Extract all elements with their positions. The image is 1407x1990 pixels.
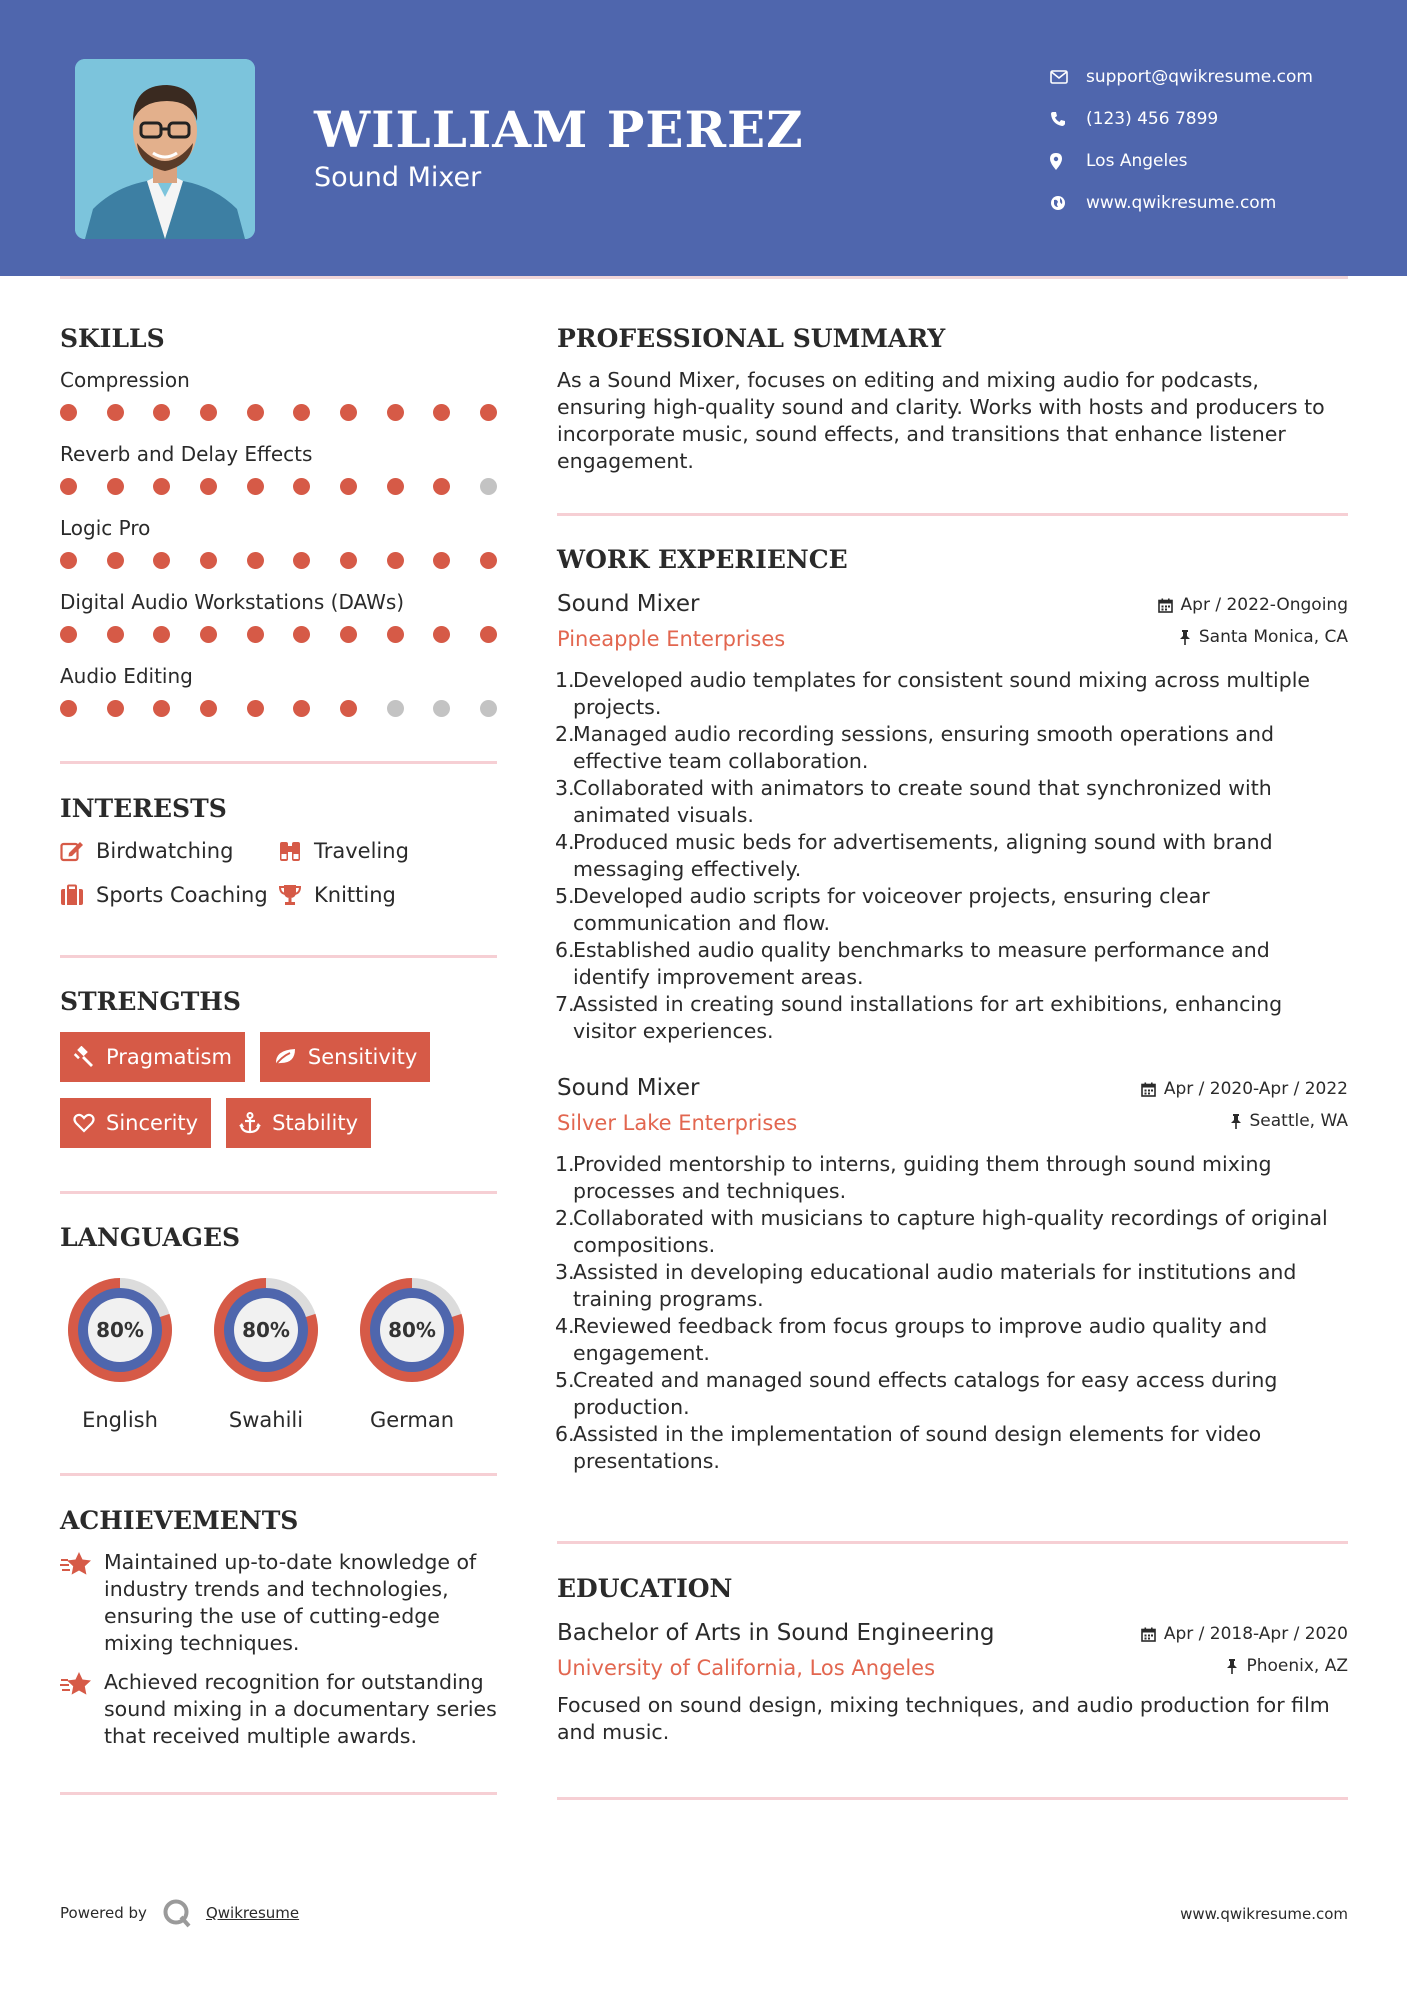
language-name: Swahili	[228, 1408, 304, 1432]
rating-dot-filled	[293, 404, 310, 421]
rating-dot-filled	[387, 552, 404, 569]
rating-dot-filled	[107, 478, 124, 495]
interests-list	[60, 837, 497, 909]
language-item	[206, 1270, 326, 1432]
duty-item	[557, 829, 1348, 883]
language-percent: 80%	[242, 1318, 290, 1342]
rating-dot-filled	[480, 552, 497, 569]
summary-section	[557, 324, 1348, 475]
duty-item	[557, 937, 1348, 991]
achievement-item	[60, 1549, 497, 1657]
binoculars-icon	[278, 840, 302, 862]
duty-number: 6.	[555, 938, 575, 962]
summary-text: As a Sound Mixer, focuses on editing and mixing audio for podcasts, ensuring high-quality sound and clarity. Works with hosts and producers to incorporate music, sound effects, and transitions that enhance listener engagement.	[557, 368, 1325, 473]
duty-item	[557, 667, 1348, 721]
anchor-icon	[239, 1112, 261, 1134]
duty-text: Provided mentorship to interns, guiding them through sound mixing processes and techniques.	[573, 1152, 1272, 1203]
duty-number: 1.	[555, 1152, 575, 1176]
rating-dot-filled	[247, 626, 264, 643]
duty-text: Produced music beds for advertisements, aligning sound with brand messaging effectively.	[573, 830, 1273, 881]
language-name: English	[82, 1408, 158, 1432]
phone-icon	[1050, 111, 1086, 127]
contact-phone[interactable]	[1050, 98, 1313, 140]
rating-dot-filled	[60, 552, 77, 569]
footer-powered-by	[60, 1898, 299, 1928]
skills-section	[60, 324, 497, 735]
candidate-title: Sound Mixer	[314, 162, 482, 193]
rating-dot-filled	[293, 478, 310, 495]
strengths-title: STRENGTHS	[60, 987, 241, 1016]
language-percent: 80%	[96, 1318, 144, 1342]
duty-number: 3.	[555, 1260, 575, 1284]
language-donut	[60, 1270, 180, 1390]
duty-number: 4.	[555, 1314, 575, 1338]
duty-number: 2.	[555, 1206, 575, 1230]
language-donut	[352, 1270, 472, 1390]
job-duties	[557, 667, 1348, 1045]
rating-dot-filled	[200, 552, 217, 569]
rating-dot-filled	[200, 404, 217, 421]
rating-dot-filled	[153, 404, 170, 421]
globe-icon	[1050, 195, 1086, 211]
rating-dot-filled	[293, 626, 310, 643]
rating-dot-empty	[433, 700, 450, 717]
duty-item	[557, 1313, 1348, 1367]
languages-section	[60, 1223, 497, 1432]
degree-title: Bachelor of Arts in Sound Engineering	[557, 1620, 995, 1646]
job-date: Apr / 2020-Apr / 2022	[1141, 1079, 1348, 1099]
rating-dot-filled	[340, 700, 357, 717]
duty-text: Established audio quality benchmarks to measure performance and identify improvement areas.	[573, 938, 1270, 989]
rating-dot-filled	[340, 404, 357, 421]
divider	[60, 761, 497, 764]
rating-dot-filled	[153, 626, 170, 643]
experience-section	[557, 545, 1348, 1475]
duty-item	[557, 991, 1348, 1045]
duty-item	[557, 1205, 1348, 1259]
duty-text: Assisted in the implementation of sound design elements for video presentations.	[573, 1422, 1262, 1473]
skill-rating	[60, 543, 497, 587]
duty-number: 5.	[555, 884, 575, 908]
duty-item	[557, 1151, 1348, 1205]
calendar-icon	[1141, 1082, 1156, 1097]
education-location: Phoenix, AZ	[1226, 1656, 1348, 1676]
skill-name: Audio Editing	[60, 664, 193, 688]
rating-dot-filled	[153, 478, 170, 495]
briefcase-icon	[60, 884, 84, 906]
skill-rating	[60, 691, 497, 735]
interests-section	[60, 794, 497, 909]
resume-header	[0, 0, 1407, 276]
interest-item: Sports Coaching	[60, 881, 278, 909]
interests-title: INTERESTS	[60, 794, 227, 823]
skill-rating	[60, 469, 497, 513]
rating-dot-filled	[153, 552, 170, 569]
rating-dot-filled	[480, 404, 497, 421]
duty-number: 1.	[555, 668, 575, 692]
duty-text: Collaborated with musicians to capture high-quality recordings of original compositions.	[573, 1206, 1328, 1257]
duty-text: Managed audio recording sessions, ensuring smooth operations and effective team collaboration.	[573, 722, 1274, 773]
rating-dot-filled	[60, 700, 77, 717]
contact-website[interactable]	[1050, 182, 1313, 224]
strengths-list	[60, 1032, 497, 1148]
job-company: Silver Lake Enterprises	[557, 1111, 798, 1135]
duty-item	[557, 775, 1348, 829]
qwikresume-link[interactable]: Qwikresume	[205, 1904, 300, 1922]
education-title: EDUCATION	[557, 1574, 733, 1603]
achievements-title: ACHIEVEMENTS	[60, 1506, 299, 1535]
rating-dot-filled	[387, 404, 404, 421]
rating-dot-filled	[60, 404, 77, 421]
duty-text: Reviewed feedback from focus groups to improve audio quality and engagement.	[573, 1314, 1268, 1365]
divider	[557, 1797, 1348, 1800]
star-badge-icon	[60, 1671, 92, 1697]
language-name: German	[369, 1408, 455, 1432]
gavel-icon	[73, 1046, 95, 1068]
rating-dot-filled	[293, 552, 310, 569]
leaf-icon	[273, 1047, 297, 1067]
education-head	[557, 1620, 1348, 1684]
interest-item: Traveling	[278, 837, 498, 865]
experience-title: WORK EXPERIENCE	[557, 545, 848, 574]
duty-text: Developed audio templates for consistent sound mixing across multiple projects.	[573, 668, 1311, 719]
skills-title: SKILLS	[60, 324, 165, 353]
pushpin-icon	[1230, 1114, 1242, 1129]
rating-dot-filled	[247, 700, 264, 717]
duty-item	[557, 1367, 1348, 1421]
skill-name: Digital Audio Workstations (DAWs)	[60, 590, 405, 614]
rating-dot-filled	[247, 478, 264, 495]
contact-location-text: Los Angeles	[1086, 151, 1188, 171]
rating-dot-filled	[107, 626, 124, 643]
profile-photo	[75, 59, 255, 239]
strength-tag: Pragmatism	[60, 1032, 245, 1082]
rating-dot-filled	[200, 626, 217, 643]
rating-dot-filled	[387, 478, 404, 495]
job-location: Santa Monica, CA	[1179, 627, 1348, 647]
language-item	[352, 1270, 472, 1432]
rating-dot-filled	[433, 552, 450, 569]
languages-title: LANGUAGES	[60, 1223, 241, 1252]
school-name: University of California, Los Angeles	[557, 1656, 936, 1680]
star-badge-icon	[60, 1551, 92, 1577]
pushpin-icon	[1226, 1659, 1238, 1674]
pushpin-icon	[1179, 630, 1191, 645]
rating-dot-filled	[433, 404, 450, 421]
rating-dot-filled	[480, 626, 497, 643]
contact-website-text: www.qwikresume.com	[1086, 193, 1277, 213]
education-date: Apr / 2018-Apr / 2020	[1141, 1624, 1348, 1644]
trophy-icon	[278, 884, 302, 906]
skills-list	[60, 365, 497, 735]
strengths-section	[60, 987, 497, 1148]
job-entry	[557, 591, 1348, 1045]
duty-item	[557, 883, 1348, 937]
job-entry	[557, 1075, 1348, 1475]
job-head	[557, 591, 1348, 655]
duty-text: Created and managed sound effects catalogs for easy access during production.	[573, 1368, 1278, 1419]
job-location: Seattle, WA	[1230, 1111, 1349, 1131]
contact-phone-text: (123) 456 7899	[1086, 109, 1219, 129]
rating-dot-filled	[107, 552, 124, 569]
interest-item: Knitting	[278, 881, 498, 909]
rating-dot-filled	[293, 700, 310, 717]
duty-item	[557, 1259, 1348, 1313]
job-title: Sound Mixer	[557, 1075, 700, 1101]
languages-list	[60, 1270, 497, 1432]
heart-icon	[73, 1113, 95, 1133]
powered-by-text: Powered by	[60, 1904, 147, 1922]
rating-dot-empty	[387, 700, 404, 717]
duty-item	[557, 721, 1348, 775]
duty-number: 5.	[555, 1368, 575, 1392]
achievement-text: Achieved recognition for outstanding sound mixing in a documentary series that received multiple awards.	[104, 1670, 497, 1748]
duty-text: Assisted in developing educational audio materials for institutions and training programs.	[573, 1260, 1297, 1311]
rating-dot-filled	[200, 478, 217, 495]
skill-name: Reverb and Delay Effects	[60, 442, 313, 466]
duty-number: 2.	[555, 722, 575, 746]
divider	[60, 1473, 497, 1476]
duty-number: 4.	[555, 830, 575, 854]
rating-dot-filled	[60, 478, 77, 495]
interest-item: Birdwatching	[60, 837, 278, 865]
divider	[557, 1541, 1348, 1544]
header-divider	[60, 276, 1348, 279]
achievement-text: Maintained up-to-date knowledge of industry trends and technologies, ensuring the use of cutting-edge mixing techniques.	[104, 1550, 477, 1655]
skill-name: Compression	[60, 368, 190, 392]
divider	[60, 1191, 497, 1194]
achievement-item	[60, 1669, 497, 1750]
strength-tag: Sincerity	[60, 1098, 211, 1148]
duty-text: Developed audio scripts for voiceover projects, ensuring clear communication and flow.	[573, 884, 1210, 935]
language-donut	[206, 1270, 326, 1390]
calendar-icon	[1141, 1627, 1156, 1642]
strength-tag: Stability	[226, 1098, 371, 1148]
contact-email-text: support@qwikresume.com	[1086, 67, 1313, 87]
duty-item	[557, 1421, 1348, 1475]
pencil-square-icon	[60, 840, 84, 862]
divider	[60, 1792, 497, 1795]
rating-dot-empty	[480, 478, 497, 495]
map-pin-icon	[1050, 153, 1086, 170]
divider	[60, 955, 497, 958]
summary-title: PROFESSIONAL SUMMARY	[557, 324, 946, 353]
rating-dot-filled	[247, 404, 264, 421]
rating-dot-filled	[340, 478, 357, 495]
contact-email[interactable]	[1050, 56, 1313, 98]
achievements-section	[60, 1506, 497, 1750]
duty-number: 7.	[555, 992, 575, 1016]
skill-rating	[60, 617, 497, 661]
rating-dot-filled	[340, 552, 357, 569]
rating-dot-empty	[480, 700, 497, 717]
education-section	[557, 1574, 1348, 1746]
duty-text: Collaborated with animators to create sound that synchronized with animated visuals.	[573, 776, 1272, 827]
language-item	[60, 1270, 180, 1432]
skill-rating	[60, 395, 497, 439]
jobs-list	[557, 591, 1348, 1475]
job-date: Apr / 2022-Ongoing	[1158, 595, 1348, 615]
duty-text: Assisted in creating sound installations for art exhibitions, enhancing visitor experiences.	[573, 992, 1283, 1043]
duty-number: 6.	[555, 1422, 575, 1446]
job-title: Sound Mixer	[557, 591, 700, 617]
rating-dot-filled	[247, 552, 264, 569]
rating-dot-filled	[107, 700, 124, 717]
education-text: Focused on sound design, mixing techniques, and audio production for film and music.	[557, 1693, 1330, 1744]
rating-dot-filled	[387, 626, 404, 643]
rating-dot-filled	[200, 700, 217, 717]
contact-list	[1050, 56, 1313, 224]
candidate-name: WILLIAM PEREZ	[314, 100, 804, 159]
contact-location	[1050, 140, 1313, 182]
rating-dot-filled	[433, 626, 450, 643]
rating-dot-filled	[60, 626, 77, 643]
rating-dot-filled	[107, 404, 124, 421]
qwikresume-logo-icon	[162, 1898, 192, 1928]
calendar-icon	[1158, 598, 1173, 613]
rating-dot-filled	[153, 700, 170, 717]
job-duties	[557, 1151, 1348, 1475]
duty-number: 3.	[555, 776, 575, 800]
job-company: Pineapple Enterprises	[557, 627, 786, 651]
rating-dot-filled	[433, 478, 450, 495]
rating-dot-filled	[340, 626, 357, 643]
strength-tag: Sensitivity	[260, 1032, 430, 1082]
divider	[557, 513, 1348, 516]
language-percent: 80%	[388, 1318, 436, 1342]
footer-website[interactable]: www.qwikresume.com	[1180, 1905, 1348, 1923]
job-head	[557, 1075, 1348, 1139]
envelope-icon	[1050, 70, 1086, 84]
skill-name: Logic Pro	[60, 516, 151, 540]
